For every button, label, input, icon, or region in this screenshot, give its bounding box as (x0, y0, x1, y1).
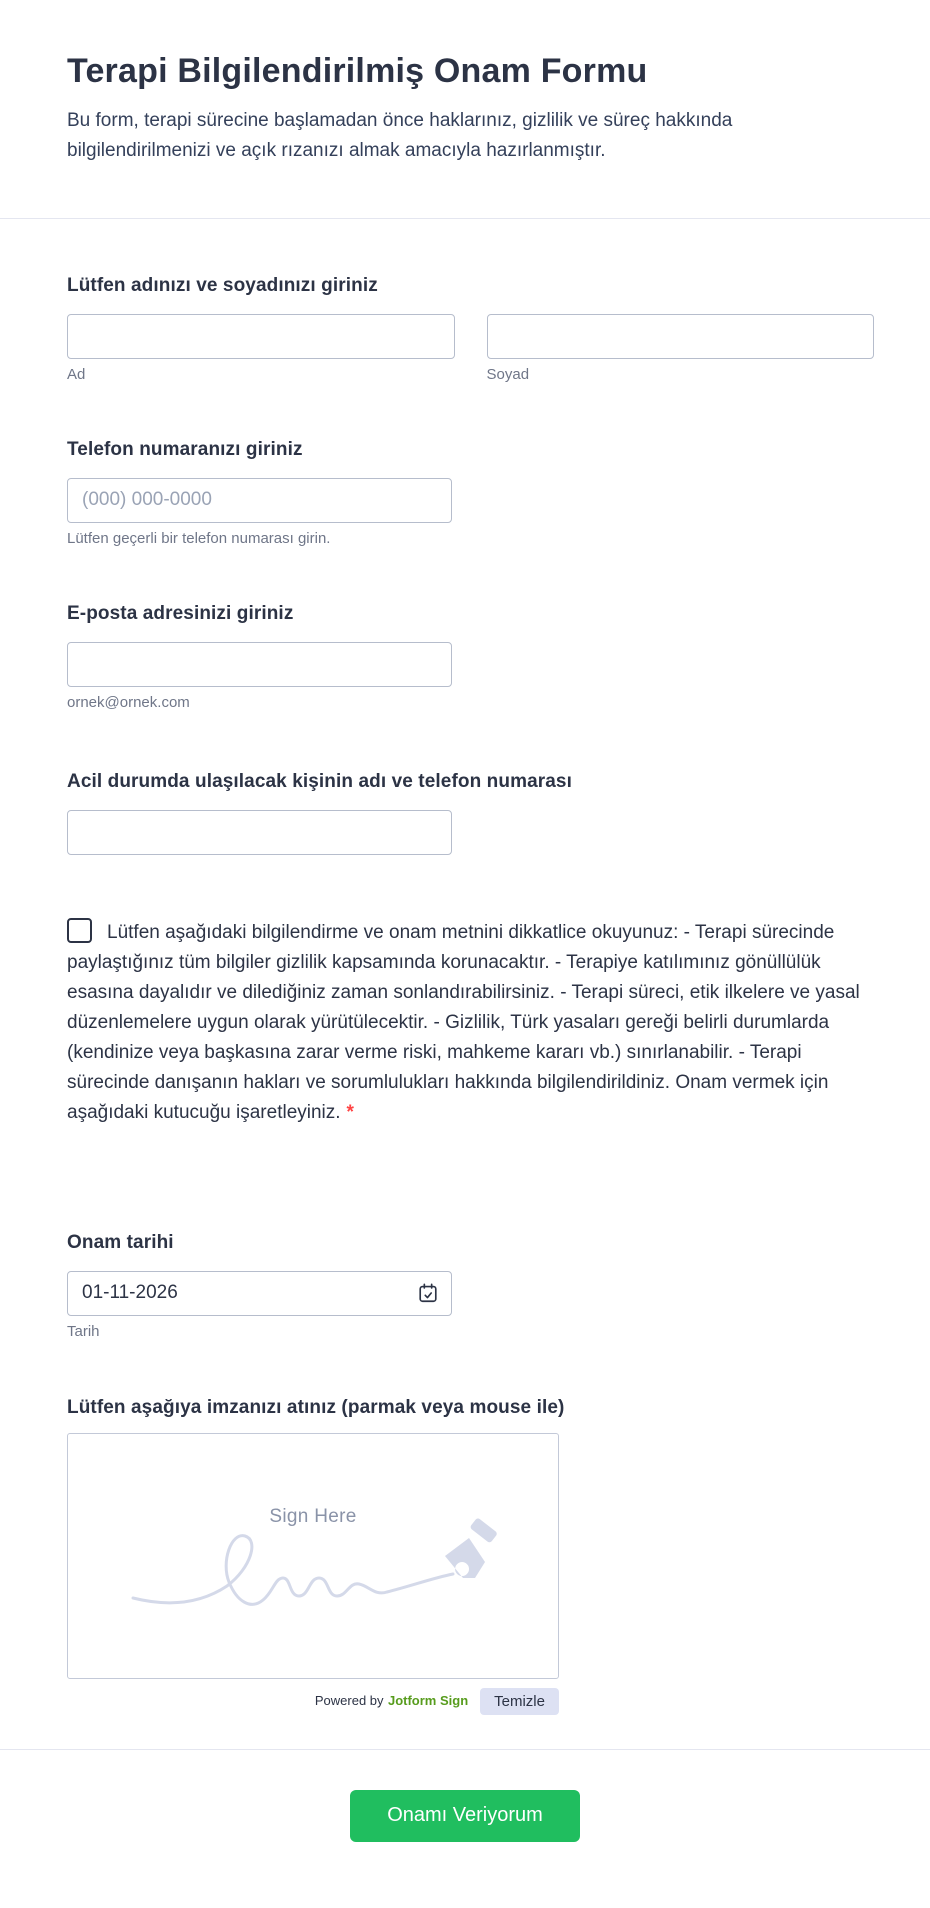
calendar-icon[interactable] (417, 1282, 439, 1304)
jotform-sign-brand: Jotform Sign (387, 1693, 469, 1709)
signature-placeholder (68, 1506, 558, 1626)
header-divider (0, 218, 930, 219)
page-title: Terapi Bilgilendirilmiş Onam Formu (67, 52, 648, 90)
field-group-email (67, 603, 874, 711)
signature-squiggle-pen-icon (123, 1516, 503, 1626)
date-label: Onam tarihi (67, 1231, 174, 1253)
clear-signature-button[interactable]: Temizle (480, 1688, 559, 1715)
required-asterisk: * (346, 1101, 354, 1123)
form-body (0, 275, 930, 1715)
email-sublabel: ornek@ornek.com (67, 693, 190, 711)
email-input[interactable] (67, 642, 452, 687)
field-group-phone (67, 439, 874, 547)
field-group-consent (67, 918, 874, 1128)
phone-helper: Lütfen geçerli bir telefon numarası girin. (67, 529, 331, 547)
signature-label: Lütfen aşağıya imzanızı atınız (parmak veya mouse ile) (67, 1396, 565, 1418)
last-name-sublabel: Soyad (486, 365, 530, 383)
field-group-signature (67, 1397, 874, 1715)
signature-pad[interactable] (67, 1433, 559, 1679)
phone-label: Telefon numaranızı giriniz (67, 438, 303, 460)
email-label: E-posta adresinizi giriniz (67, 602, 294, 624)
powered-by-text: Powered by (314, 1693, 384, 1709)
fullname-label: Lütfen adınızı ve soyadınızı giriniz (67, 274, 378, 296)
first-name-sublabel: Ad (67, 365, 86, 383)
field-group-fullname (67, 275, 874, 383)
field-group-emergency (67, 771, 874, 855)
date-input[interactable] (67, 1271, 452, 1316)
submit-button[interactable]: Onamı Veriyorum (350, 1790, 580, 1842)
consent-checkbox[interactable] (67, 918, 92, 943)
submit-area (0, 1750, 930, 1902)
form-header (0, 0, 930, 167)
consent-statement (67, 918, 867, 1128)
field-group-date (67, 1232, 874, 1340)
emergency-input[interactable] (67, 810, 452, 855)
date-sublabel: Tarih (67, 1322, 100, 1340)
emergency-label: Acil durumda ulaşılacak kişinin adı ve telefon numarası (67, 770, 572, 792)
phone-input[interactable] (67, 478, 452, 523)
first-name-input[interactable] (67, 314, 455, 359)
sign-here-text: Sign Here (269, 1505, 357, 1527)
last-name-input[interactable] (487, 314, 875, 359)
consent-text: Lütfen aşağıdaki bilgilendirme ve onam metnini dikkatlice okuyunuz: - Terapi sürecinde paylaştığınız tüm bilgiler gizlilik kapsamında korunacaktır. - Terapiye katılımınız gönüllülük esasına dayalıdır ve dilediğiniz zaman sonlandırabilirsiniz. - Terapi süreci, etik ilkelere ve yasal düzenlemelere uygun olarak yürütülecektir. - Gizlilik, Türk yasaları gereği belirli durumlarda (kendinize veya başkasına zarar verme riski, mahkeme kararı vb.) sınırlanabilir. - Terapi sürecinde danışanın hakları ve sorumlulukları hakkında bilgilendirildiniz. Onam vermek için aşağıdaki kutucuğu işaretleyiniz. (67, 921, 860, 1123)
form-subtitle: Bu form, terapi sürecine başlamadan önce haklarınız, gizlilik ve süreç hakkında bilgilendirilmenizi ve açık rızanızı almak amacıyla hazırlanmıştır. (67, 110, 733, 162)
signature-footer (67, 1688, 559, 1715)
